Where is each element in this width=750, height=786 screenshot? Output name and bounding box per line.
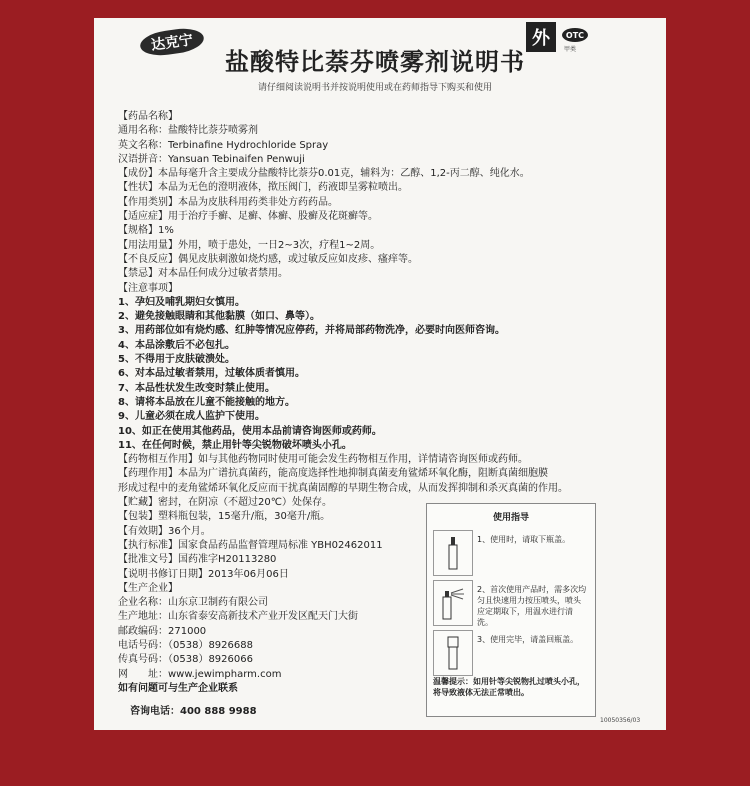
page-subtitle: 请仔细阅读说明书并按说明使用或在药师指导下购买和使用 [257, 83, 492, 93]
otc-class-label: 甲类 [564, 46, 577, 53]
text-line: 【贮藏】密封，在阴凉（不超过20℃）处保存。 [118, 497, 332, 509]
guide-step-text: 3、使用完毕，请盖回瓶盖。 [477, 635, 579, 644]
guide-step-3 [433, 630, 589, 676]
text-line: 企业名称：山东京卫制药有限公司 [118, 597, 268, 609]
spray-action-icon [433, 580, 473, 626]
text-line: 9、儿童必须在成人监护下使用。 [118, 411, 265, 423]
guide-step-1 [433, 530, 589, 576]
usage-guide-box [426, 503, 596, 717]
external-use-badge: 外 [526, 22, 556, 52]
brand-logo: 达克宁 [139, 26, 206, 59]
text-line: 4、本品涂敷后不必包扎。 [118, 339, 235, 351]
guide-step-text: 2、首次使用产品时，需多次均匀且快速用力按压喷头，喷头应定期取下，用温水进行清洗。 [477, 585, 587, 627]
spray-bottle-icon [433, 530, 473, 576]
text-line: 【药品名称】 [118, 111, 178, 122]
text-line: 【药理作用】本品为广谱抗真菌药，能高度选择性地抑制真菌麦角鲨烯环氧化酶，阻断真菌细胞膜 [118, 468, 548, 480]
text-line: 邮政编码：271000 [118, 625, 207, 637]
text-line: 如有问题可与生产企业联系 [118, 682, 238, 694]
text-line: 【有效期】36个月。 [118, 525, 211, 537]
text-line: 【药物相互作用】如与其他药物同时使用可能会发生药物相互作用，详情请咨询医师或药师。 [118, 454, 528, 466]
guide-step-2 [433, 580, 589, 626]
text-line: 1、孕妇及哺乳期妇女慎用。 [118, 296, 245, 308]
text-line: 【禁忌】对本品任何成分过敏者禁用。 [118, 268, 288, 280]
text-line: 10、如正在使用其他药品，使用本品前请咨询医师或药师。 [118, 425, 382, 437]
text-line: 11、在任何时候，禁止用针等尖锐物破坏喷头小孔。 [118, 439, 352, 451]
text-line: 【注意事项】 [118, 282, 178, 294]
text-line: 【规格】1% [118, 225, 174, 237]
text-line: 【作用类别】本品为皮肤科用药类非处方药药品。 [118, 196, 338, 208]
text-line: 5、不得用于皮肤破溃处。 [118, 354, 235, 366]
text-line: 2、避免接触眼睛和其他黏膜（如口、鼻等）。 [118, 311, 320, 323]
text-line: 7、本品性状发生改变时禁止使用。 [118, 382, 275, 394]
text-line: 【执行标准】国家食品药品监督管理局标准 YBH02462011 [118, 539, 383, 551]
text-line: 网 址：www.jewimpharm.com [118, 668, 282, 680]
text-line: 【说明书修订日期】2013年06月06日 [118, 568, 289, 580]
text-line: 【批准文号】国药准字H20113280 [118, 554, 277, 566]
text-line: 【成份】本品每毫升含主要成分盐酸特比萘芬0.01克，辅料为：乙醇、1,2-丙二醇、纯化水。 [118, 168, 530, 180]
text-line: 3、用药部位如有烧灼感、红肿等情况应停药，并将局部药物洗净，必要时向医师咨询。 [118, 325, 505, 337]
text-line: 电话号码：（0538）8926688 [118, 639, 253, 651]
text-line: 【性状】本品为无色的澄明液体，揿压阀门，药液即呈雾粒喷出。 [118, 182, 408, 194]
guide-step-text: 1、使用时，请取下瓶盖。 [477, 535, 571, 544]
text-line: 【不良反应】偶见皮肤刺激如烧灼感，或过敏反应如皮疹、瘙痒等。 [118, 253, 418, 265]
text-line: 英文名称：Terbinafine Hydrochloride Spray [118, 139, 329, 151]
page-title: 盐酸特比萘芬喷雾剂说明书 [225, 48, 525, 76]
otc-badge: OTC [562, 28, 588, 42]
text-line: 【适应症】用于治疗手癣、足癣、体癣、股癣及花斑癣等。 [118, 211, 378, 223]
text-line: 生产地址：山东省泰安高新技术产业开发区配天门大街 [118, 611, 358, 623]
text-line: 8、请将本品放在儿童不能接触的地方。 [118, 396, 295, 408]
text-line: 通用名称：盐酸特比萘芬喷雾剂 [118, 125, 258, 137]
text-line: 【包装】塑料瓶包装，15毫升/瓶，30毫升/瓶。 [118, 511, 331, 523]
text-line: 汉语拼音：Yansuan Tebinaifen Penwuji [118, 153, 305, 165]
text-line: 6、对本品过敏者禁用，过敏体质者慎用。 [118, 368, 305, 380]
text-line: 形成过程中的麦角鲨烯环氧化反应而干扰真菌固醇的早期生物合成，从而发挥抑制和杀灭真菌的作用。 [118, 482, 568, 494]
text-line: 传真号码：（0538）8926066 [118, 654, 253, 666]
guide-warning: 温馨提示：如用针等尖锐物扎过喷头小孔，将导致液体无法正常喷出。 [433, 677, 585, 697]
document-number: 10050356/03 [600, 717, 641, 724]
bottle-cap-icon [433, 630, 473, 676]
text-line: 【用法用量】外用，喷于患处，一日2~3次，疗程1~2周。 [118, 239, 381, 251]
guide-title: 使用指导 [492, 513, 529, 523]
consult-phone: 咨询电话：400 888 9988 [130, 706, 257, 717]
text-line: 【生产企业】 [118, 582, 178, 594]
